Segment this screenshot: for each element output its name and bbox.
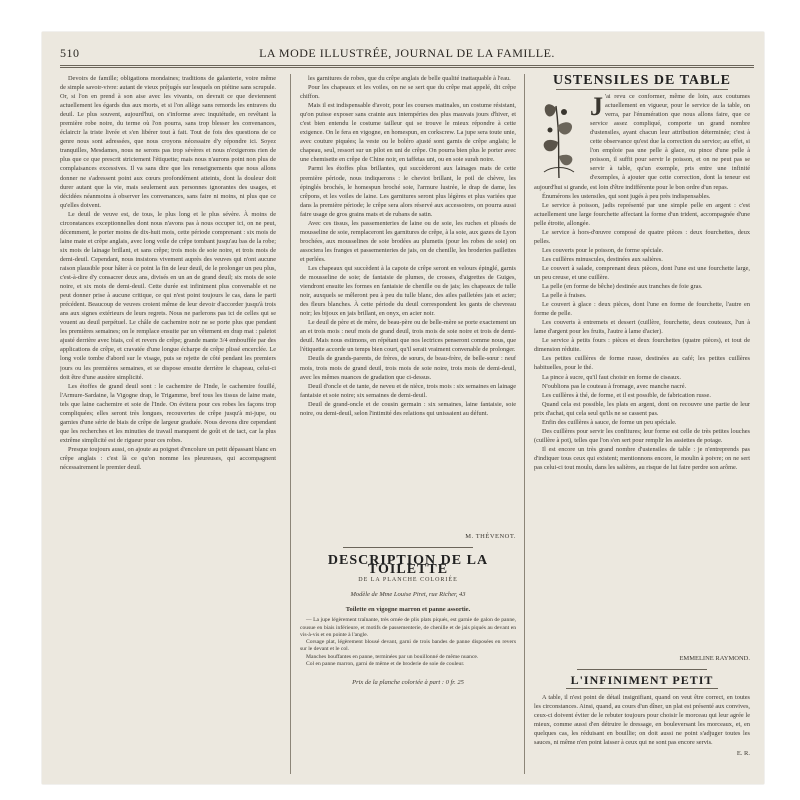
section-rule: [577, 669, 707, 670]
article-signature: EMMELINE RAYMOND.: [679, 655, 750, 663]
paragraph: Col en panne marron, garni de même et de broderie de soie de couleur.: [306, 661, 465, 668]
paragraph: Énumérons les ustensiles, qui sont jugés à peu près indispensables.: [542, 192, 711, 200]
page-number: 510: [60, 46, 80, 60]
paragraph: Deuils de grands-parents, de frères, de sœurs, de beau-frère, de belle-sœur : neuf mois, trois mois de grand deuil, trois mois de soie noire, trois mois de demi-deuil, avec les mêmes nuances de gradation que ci-dessus.: [300, 355, 516, 381]
paragraph: Deuil de grand-oncle et de cousin germain : six semaines, laine fantaisie, soie noire, ou demi-deuil, selon l'intimité des relations qui unissaient au défunt.: [300, 400, 516, 417]
paragraph: Enfin des cuillères à sauce, de forme un peu spéciale.: [542, 418, 677, 426]
header-rule: [60, 65, 754, 66]
paragraph: Avec ces tissus, les passementeries de laine ou de soie, les ruches et plissés de mousseline de soie, remplaceront les garnitures de crêpe, à la soie, aux gazes de Lyon brochées, aux mousselines de soie brodées au plumetis (pour les robes de soie) on associera les franges et passementeries de jais, on de chenille, les broderies paillettes et perlées.: [300, 219, 516, 263]
section-rule: [343, 547, 473, 548]
paragraph: Deuil d'oncle et de tante, de neveu et de nièce, trois mois : six semaines en lainage fantaisie et soie noire; six semaines de demi-deuil.: [300, 382, 516, 399]
paragraph: Quand cela est possible, les plats en argent, dont on recouvre une partie de leur prix d'achat, qui cela seul qu'ils ne se cassent pas.: [534, 400, 750, 417]
title-rule: [566, 688, 717, 689]
paragraph: La pelle à fraises.: [542, 292, 587, 300]
ustensiles-article: [534, 92, 750, 652]
column-middle: [300, 74, 516, 776]
page-header: [60, 46, 754, 62]
title-rule: [556, 89, 729, 90]
paragraph: Les cuillères minuscules, destinées aux salières.: [542, 255, 663, 263]
paragraph: Le couvert à salade, comprenant deux pièces, dont l'une est une fourchette large, un peu creuse, et une cuillère.: [534, 264, 750, 281]
paragraph: Devoirs de famille; obligations mondaines; traditions de galanterie, voire même de simple savoir-vivre: autant de vieux préjugés sur lesquels on piétine sans scrupule. Or, si l'on en prend à son aise avec les vivants, on devrait ce que deviennent actuellement les égards dus aux morts, et si l'on allège sans remords les entraves du deuil. Le plus souvent, aujourd'hui, on s'informe avec inquiétude, en revêtant la première robe noire, du terme où l'on pourra, sans trop blesser les convenances, éclaircir la triste livrée et s'en libérer tout à fait. Tout de fois des questions de ce genre nous sont adressées, que nous croyons nécessaire d'y répondre ici. Soyez tranquilles, Mesdames, nous ne serons pas trop sévères et nous n'exigerons rien de plus que ce que prescrit strictement l'étiquette; mais nous n'aurons point non plus de complaisances excessives. Il va sans dire que les renseignements que nous allons donner ne s'adressent point aux cœurs profondément atteints, dont la douleur doit durer autant que la vie, mais seulement aux personnes ignorantes des usages, et décidées néanmoins à observer les convenances, sans faire ni moins, ni plus que ce qu'elles doivent.: [60, 75, 276, 209]
column-divider: [524, 74, 525, 774]
running-title: LA MODE ILLUSTRÉE, JOURNAL DE LA FAMILLE.: [259, 46, 555, 60]
paragraph: N'oublions pas le couteau à fromage, avec manche nacré.: [542, 382, 687, 390]
paragraph: Le service à poisson, jadis représenté par une simple pelle en argent : c'est actuellement une large fourchette affectant la forme d'un trident, accompagnée d'une pelle étroite, allongée.: [534, 201, 750, 227]
mourning-article: [300, 74, 516, 530]
description-heading: Toilette en vigogne marron et panne assortie.: [345, 606, 471, 614]
paragraph: Presque toujours aussi, on ajoute au poignet d'encolure un petit dépassant blanc en crêpe anglais : c'est là ce qu'on nomme les pleureuses, qui accompagnent nécessairement le premier deuil.: [60, 445, 276, 472]
ustensiles-title: USTENSILES DE TABLE: [553, 74, 731, 88]
paragraph: Le deuil de veuve est, de tous, le plus long et le plus sévère. À moins de circonstances exceptionnelles dont nous n'avons pas à nous occuper ici, on ne peut, décemment, le porter moins de dix-huit mois, cette période comprenant : six mois de laine mate et crêpe anglais, avec long voile de crêpe tombant jusqu'au bas de la robe; six mois de lainage brillant, et sans crêpe; trois mois de soie noire, et trois mois de demi-deuil. Cependant, nous insistons vivement auprès des veuves qui n'ont aucune raison plausible pour hâter à ce point la fin de leur deuil, de le prolonger un peu plus, c'est-à-dire d'y consacrer deux ans, divisés en un an de grand deuil; six mois de soie noire, et six mois de demi-deuil. Cette durée est infiniment plus convenable et ne peut donner prise à aucune critique, ce qui n'est point toujours le cas, dans le parti précédent. Beaucoup de veuves croient même de leur devoir d'accorder jusqu'à trois ans aux signes extérieurs de leurs regrets. Nous ne parlerons pas ici de celles qui se vouent au deuil perpétuel. Le châle de cachemire noir ne se porte plus que pendant les premières semaines; on le remplace ensuite par un vêtement en drap mat : paletot ajusté derrière avec biais, col et revers de crêpe; grande mante 3/4 embouffée par des applications de crêpe, et cravatée d'une longue écharpe de crêpe plissé encerclée. Le long voile tombe d'abord sur le visage, puis se rejette de côté pendant les premiers jours ou les premières semaines, et se dispose ensuite derrière le chapeau, celui-ci doit être d'une austère simplicité.: [60, 210, 276, 381]
description-title: DESCRIPTION DE LA TOILETTE: [327, 553, 489, 578]
toilette-description: [300, 553, 516, 687]
column-divider: [290, 74, 291, 774]
paragraph: A table, il n'est point de détail insignifiant, quand on veut être correct, en toutes les circonstances. Ainsi, quand, au cours d'un dîner, un plat est présenté aux convives, ceux-ci doivent éviter de le rebuter toujours pour choisir le morceau qui leur agrée le mieux, comme aussi d'en détruire le dressage, en bouleversant les morceaux, et, en quelques cas, les réduisant en bouillie; on doit aussi ne point s'adjuger toutes les sauces, ni même n'en point laisser à ceux qui ne sont pas encore servis.: [534, 694, 750, 747]
floral-ornament-icon: [534, 96, 584, 180]
paragraph: Les chapeaux qui succèdent à la capote de crêpe seront en velours épinglé, garnis de mousseline de soie; de fantaisie de plumes, de crosses, d'aigrettes de Guiges, viendront ensuite les formes en fantaisie de chenille ou de jais; les chapeaux de tulle noir, auxquels se mêleront peu à peu du tulle blanc, des ailes pailletées jais et acier; des fleurs blanches. À cette période du deuil correspondent les gants de chevreau noir; les bijoux en jais brillant, en onyx, en acier noir.: [300, 264, 516, 318]
paragraph: Le couvert à glace : deux pièces, dont l'une en forme de fourchette, l'autre en forme de pelle.: [534, 301, 750, 318]
paragraph: Le deuil de père et de mère, de beau-père ou de belle-mère se porte exactement un an et trois mois : neuf mois de grand deuil, trois mois de soie noire et trois de demi-deuil. Mais nous estimons, en répétant que nos lectrices penseront comme nous, que l'étiquette accorde un temps bien court, qu'il serait vraiment convenable de prolonger.: [300, 319, 516, 354]
plate-price: Prix de la planche coloriée à part : 0 fr. 25: [352, 679, 464, 687]
paragraph: Corsage plat, légèrement blousé devant, garni de trois bandes de panne disposées en revers sur le devant et le col.: [300, 639, 516, 653]
header-rule-double: [60, 67, 754, 68]
paragraph: les garnitures de robes, que du crêpe anglais de belle qualité inattaquable à l'eau.: [308, 75, 511, 82]
column-left: [60, 74, 276, 776]
article-signature: E. R.: [736, 750, 750, 758]
description-subtitle: DE LA PLANCHE COLORIÉE: [358, 577, 458, 584]
paragraph: Manches bouffantes en panne, terminées par un bouillonné de même nuance.: [306, 653, 479, 660]
paragraph: Pour les chapeaux et les voiles, on ne se sert que du crêpe mat appelé, dit crêpe chiffon.: [300, 84, 516, 101]
paragraph: Les couverts pour le poisson, de forme spéciale.: [542, 246, 664, 254]
description-body: [300, 617, 516, 668]
drop-cap: J: [590, 92, 603, 122]
paragraph: Les couverts à entremets et dessert (cuillère, fourchette, deux couteaux, l'un à lame d'argent pour les fruits, l'autre à lame d'acier).: [534, 319, 750, 336]
paragraph: Le service à petits fours : pièces et deux fourchettes (quatre pièces), et tout de dimension réduite.: [534, 337, 750, 354]
paragraph: Parmi les étoffes plus brillantes, qui succèderont aux lainages mats de cette première période, nous indiquerons : le cheviot brillant, le poil de chèvre, les épinglés brochés, le homespun broché soie, l'armure lustrée, le drap de dame, les crêpons, et les voiles de laine. Les garnitures seront plus légères et plus variées que dans la première période; le crêpe sera alors réservé aux accessoires, on pourra aussi faire usage de gros grains mats et de rubans de satin.: [300, 165, 516, 218]
article-signature: M. THÉVENOT.: [465, 533, 516, 540]
paragraph: — La jupe légèrement traînante, très ornée de plis plats piqués, est garnie de galon de panne, cousue en biais inférieure, et motifs de passementerie, de chenille et de jais piqués au devant en vis-à-vis et en pointe à l'angle.: [300, 617, 516, 638]
description-model: Modèle de Mme Louise Piret, rue Richer, 43: [350, 591, 466, 599]
paragraph: Les petites cuillères de forme russe, destinées au café; les petites cuillères habituelles, pour le thé.: [534, 355, 750, 372]
paragraph: Les étoffes de grand deuil sont : le cachemire de l'Inde, le cachemire fouillé, l'Armure-Sardaine, la Vigogne drap, le Trigamme, bref tous les tissus de laine mate, tels que laine cachemire et soie de l'Inde. On évitera pour ces robes les façons trop compliquées; elles seront très longues, recouvertes de crêpe jusqu'à mi-jupe, ou garnies d'une série de biais de crêpe de largeur graduée. Nous devons dire cependant que les recherches et les minuties de travail manquent de goût et de tact, car la plus extrême simplicité est de rigueur pour ces robes.: [60, 382, 276, 444]
paragraph: Le service à hors-d'œuvre composé de quatre pièces : deux fourchettes, deux pelles.: [534, 228, 750, 245]
paragraph: Il est encore un très grand nombre d'ustensiles de table : je n'entreprends pas d'indiquer tous ceux qui existent; mentionnons encore, le moulin à poivre; on ne sert pas celui-ci tout moulu, dans les salières, au risque de lui faire perdre son arôme.: [534, 445, 750, 471]
paragraph: Les cuillères à thé, de forme, et il est possible, de fabrication russe.: [542, 391, 711, 399]
paragraph: Mais il est indispensable d'avoir, pour les courses matinales, un costume résistant, qu'on puisse exposer sans crainte aux intempéries des plus mauvais jours d'hiver, et c'est bien entendu le costume tailleur qui se trouve le mieux répondre à cette exigence. On le fera en vigogne, en homespun, en corkscrew. La jupe sera toute unie, avec couture piquées; la veste ou le boléro ajusté sont garnis de crêpe anglais; le chapeau, seul, ressort sur un pilot en uni de crêpe. On pourra bien plus le porter avec une chemisette en crêpe de Chine noir, en taffetas uni, ou en soie surah noire.: [300, 102, 516, 164]
paragraph: 'ai revu ce conformer, même de loin, aux coutumes actuellement en vigueur, pour le service de la table, on verra, par l'énumération que nous allons faire, que ce service assez compliqué, comporte un grand nombre d'ustensiles, ayant chacun leur attribution déterminée; c'est à cette observance qu'est due la correction du service; au effet, si l'on emploie pas une pelle à glace, ou pince d'une pelle à poisson, il suffit pour servir le poisson, et on ne peut pas se servir à table, qu'un exemple, pris entre une infinité d'exemples, à ajouter que cette correction, dont la teneur est aujourd'hui si grande, est loin d'être indifférente pour le bon ordre d'un repas.: [534, 93, 750, 191]
journal-page: [42, 32, 764, 784]
infiniment-title: L'INFINIMENT PETIT: [570, 673, 714, 688]
paragraph: La pince à sucre, qu'il faut choisir en forme de ciseaux.: [542, 373, 681, 381]
column-right: [534, 74, 750, 776]
paragraph: Des cuillères pour servir les confitures; leur forme est celle de très petites louches (cuillère à pot), telles que l'on s'en sert pour remplir les assiettes de potage.: [534, 427, 750, 444]
paragraph: La pelle (en forme de bêche) destinée aux tranches de foie gras.: [542, 283, 703, 291]
